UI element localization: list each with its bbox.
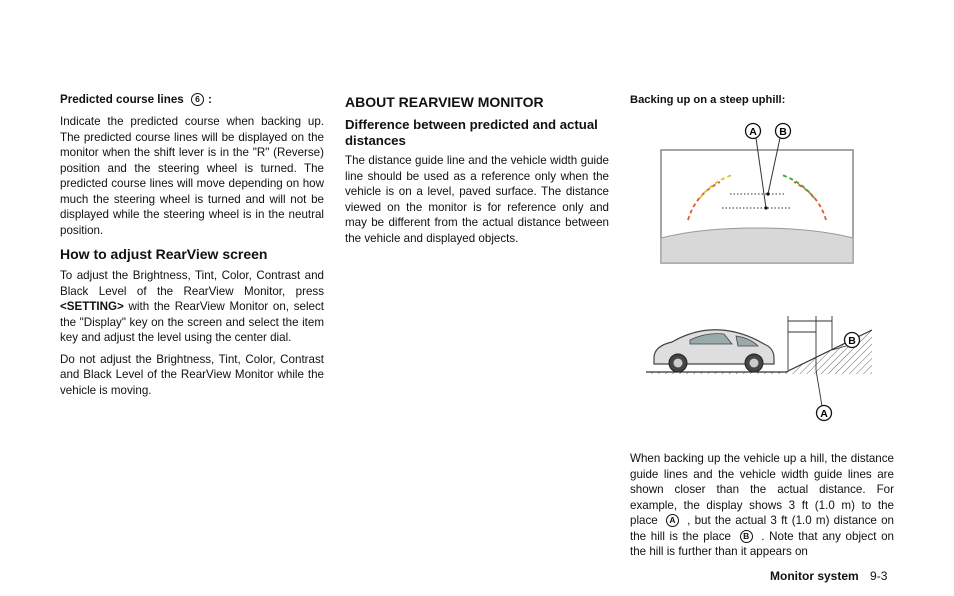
predicted-course-label	[60, 92, 324, 108]
marker-6-icon: 6	[191, 93, 204, 106]
middle-column	[345, 92, 609, 252]
section-text: The distance guide line and the vehicle width guide line should be used as a reference only when the vehicle is on a level, paved surface. The distance viewed on the monitor is for reference only and may be different from the actual distance between the vehicle and displayed objects.	[345, 154, 609, 245]
uphill-text	[630, 451, 894, 560]
page-footer	[770, 569, 887, 583]
predicted-course-text: Indicate the predicted course when backing up. The predicted course lines will be displayed on the monitor when the shift lever is in the "R" (Reverse) position and the steering wheel is turned. The predicted course lines will move depending on how much the steering wheel is turned and will not be displayed while the steering wheel is in the neutral position.	[60, 115, 324, 237]
monitor-view-illustration	[660, 120, 854, 264]
uphill-text-block	[630, 451, 894, 566]
adjust-paragraph-1	[60, 268, 324, 346]
adjust-heading: How to adjust RearView screen	[60, 246, 268, 262]
hill-label-b: B	[848, 335, 856, 347]
adjust-p1-part-a: To adjust the Brightness, Tint, Color, Contrast and Black Level of the RearView Monitor, press	[60, 269, 324, 298]
marker-b-icon: B	[740, 530, 753, 543]
section-subheading: Difference between predicted and actual distances	[345, 117, 598, 148]
adjust-p1-part-b: with the RearView Monitor on, select the "Display" key on the screen and select the item key and adjust the level using the center dial.	[60, 300, 324, 344]
hill-label-a: A	[820, 408, 828, 420]
predicted-course-title: Predicted course lines	[60, 93, 184, 106]
predicted-colon: :	[207, 93, 212, 106]
section-heading: ABOUT REARVIEW MONITOR	[345, 94, 544, 110]
footer-section-title: Monitor system	[770, 569, 859, 583]
uphill-text-part-a: When backing up the vehicle up a hill, the distance guide lines and the vehicle width guide lines are shown closer than the actual distance. For example, the display shows 3 ft (1.0 m) to the place	[630, 452, 894, 527]
left-column	[60, 92, 324, 404]
setting-key-label: <SETTING>	[60, 300, 124, 313]
uphill-heading: Backing up on a steep uphill:	[630, 94, 786, 106]
uphill-side-illustration	[646, 294, 872, 426]
uphill-text-part-c: . Note that any object on the hill is further than it appears on	[630, 529, 895, 558]
monitor-label-a: A	[749, 126, 757, 138]
uphill-text-part-b: , but the actual 3 ft (1.0 m) distance on the hill is the place	[630, 514, 894, 543]
right-column	[630, 92, 894, 114]
marker-a-icon: A	[666, 514, 679, 527]
page-number: 9-3	[870, 569, 888, 583]
adjust-paragraph-2: Do not adjust the Brightness, Tint, Color, Contrast and Black Level of the RearView Monitor while the vehicle is moving.	[60, 352, 324, 397]
car-icon	[654, 330, 774, 372]
monitor-label-b: B	[779, 126, 787, 138]
